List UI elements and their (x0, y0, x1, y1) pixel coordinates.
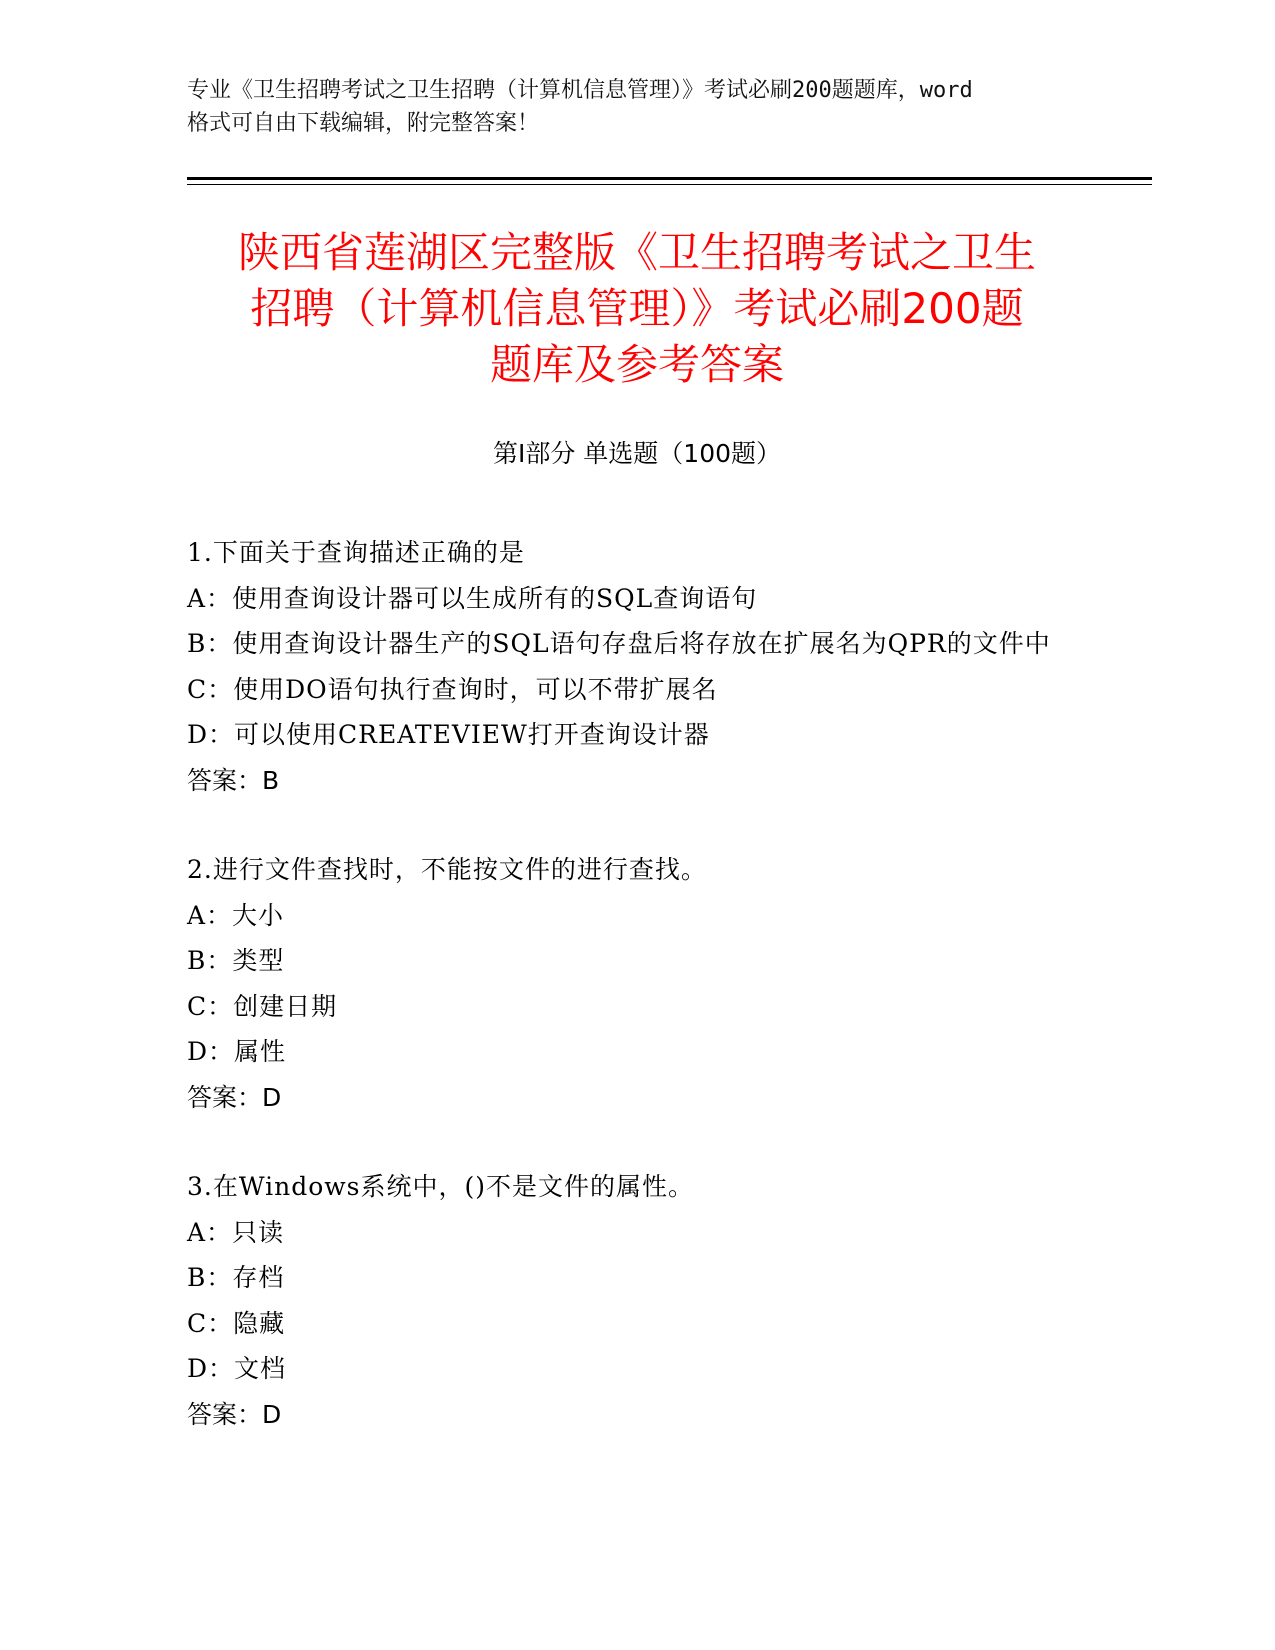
header-note-line: 格式可自由下载编辑，附完整答案！ (187, 111, 540, 136)
question-stem: 2.进行文件查找时，不能按文件的进行查找。 (187, 855, 707, 884)
question-stem: 3.在Windows系统中，()不是文件的属性。 (187, 1172, 694, 1201)
option-a: A：使用查询设计器可以生成所有的SQL查询语句 (187, 583, 758, 613)
option-d: D：可以使用CREATEVIEW打开查询设计器 (187, 720, 710, 749)
header-note (187, 74, 1087, 140)
document-title-line: 题库及参考答案 (489, 340, 784, 389)
question-stem: 1.下面关于查询描述正确的是 (187, 538, 525, 567)
option-c: C：创建日期 (187, 991, 338, 1021)
option-b: B：类型 (187, 946, 285, 975)
document-title (187, 225, 1087, 393)
document-title-line: 陕西省莲湖区完整版《卫生招聘考试之卫生 (237, 228, 1036, 277)
header-divider-thin (187, 184, 1152, 185)
header-note-line: 专业《卫生招聘考试之卫生招聘（计算机信息管理）》考试必刷200题题库，word (187, 78, 973, 103)
question-item (187, 530, 1067, 803)
question-list (187, 530, 1067, 1481)
option-c: C：使用DO语句执行查询时，可以不带扩展名 (187, 674, 718, 704)
question-item (187, 847, 1067, 1120)
option-c: C：隐藏 (187, 1308, 286, 1338)
answer-line: 答案：D (187, 1082, 282, 1112)
option-a: A：只读 (187, 1217, 285, 1247)
question-item (187, 1164, 1067, 1437)
document-title-line: 招聘（计算机信息管理）》考试必刷200题 (250, 284, 1024, 333)
option-b: B：使用查询设计器生产的SQL语句存盘后将存放在扩展名为QPR的文件中 (187, 629, 1051, 658)
option-b: B：存档 (187, 1263, 285, 1292)
header-divider-thick (187, 177, 1152, 180)
section-title: 第Ⅰ部分 单选题（100题） (492, 439, 782, 468)
answer-line: 答案：D (187, 1399, 282, 1429)
option-a: A：大小 (187, 900, 285, 930)
option-d: D：文档 (187, 1354, 287, 1383)
option-d: D：属性 (187, 1037, 287, 1066)
answer-line: 答案：B (187, 765, 280, 795)
